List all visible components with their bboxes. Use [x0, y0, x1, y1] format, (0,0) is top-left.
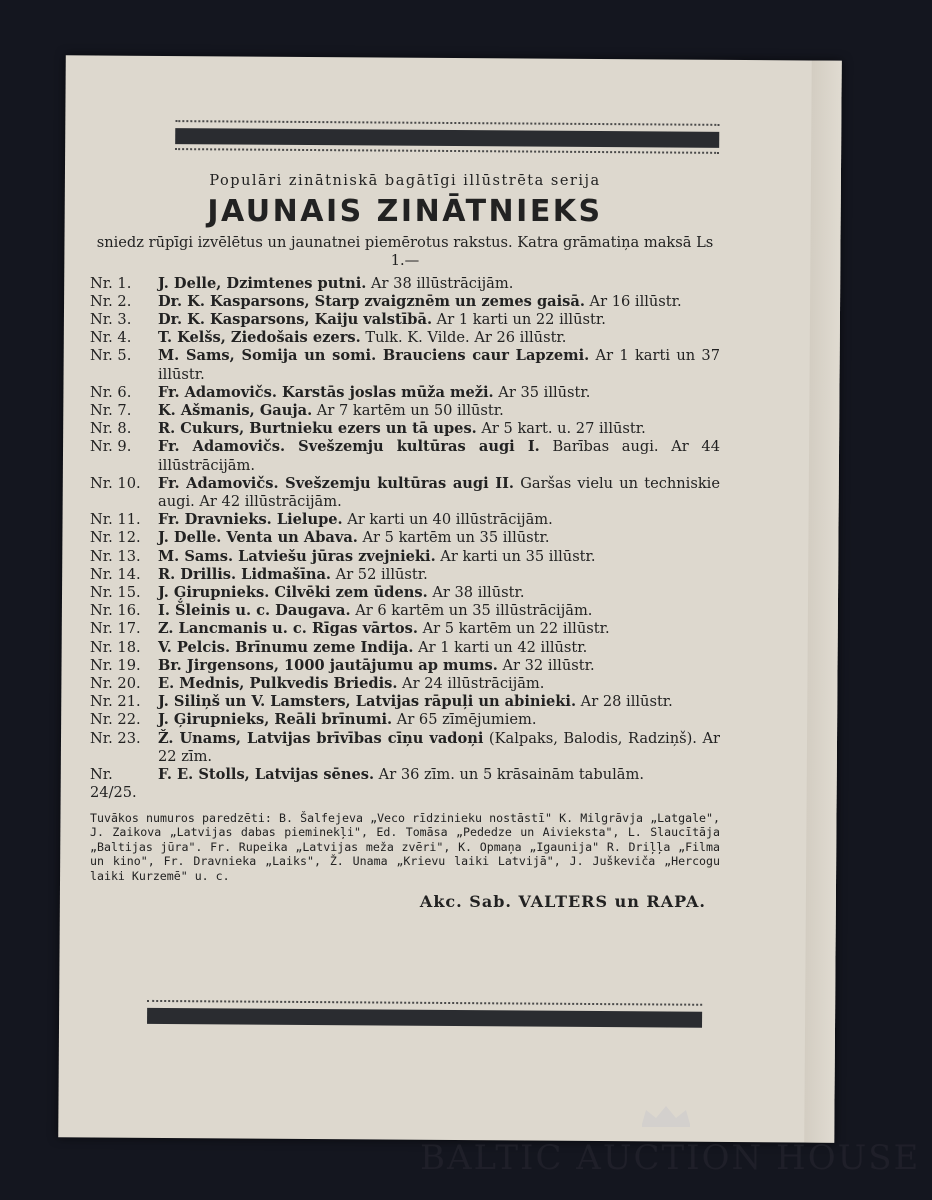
entry-text — [158, 402, 720, 420]
entry-number: Nr. 3. — [90, 311, 132, 329]
entry-title: Fr. Adamovičs. Svešzemju kultūras augi II. — [158, 474, 515, 492]
entry-text — [158, 657, 720, 675]
entry-details: Ar 38 illūstrācijām. — [366, 274, 514, 292]
entry-details: Barības augi. Ar 44 illūstrācijām. — [158, 438, 720, 474]
list-item — [90, 420, 720, 438]
list-item — [90, 438, 720, 474]
entry-details: Ar 24 illūstrācijām. — [397, 675, 545, 693]
list-item — [90, 711, 720, 729]
list-item — [90, 402, 720, 420]
entry-number: Nr. 2. — [90, 292, 132, 310]
series-title: JAUNAIS ZINĀTNIEKS — [207, 194, 603, 230]
entry-title: R. Drillis. Lidmašīna. — [158, 565, 332, 583]
entry-number: Nr. 20. — [90, 675, 141, 693]
entry-text — [158, 584, 720, 602]
list-item — [90, 675, 720, 693]
entry-title: Dr. K. Kasparsons, Kaiju valstībā. — [158, 311, 433, 329]
entry-title: J. Delle. Venta un Abava. — [158, 529, 358, 547]
entry-title: Ž. Unams, Latvijas brīvības cīņu vadoņi — [158, 729, 484, 747]
list-item — [90, 275, 720, 293]
list-item — [90, 384, 720, 402]
entry-title: V. Pelcis. Brīnumu zeme Indija. — [158, 638, 414, 656]
entry-title: R. Cukurs, Burtnieku ezers un tā upes. — [158, 420, 477, 438]
entry-number: Nr. 24/25. — [90, 766, 137, 802]
entry-text — [158, 311, 720, 329]
entry-details: Ar 1 karti un 37 illūstr. — [158, 347, 720, 383]
entry-number: Nr. 13. — [90, 547, 141, 565]
list-item — [90, 566, 720, 584]
entry-title: Z. Lancmanis u. c. Rīgas vārtos. — [158, 620, 418, 638]
entry-text — [158, 730, 720, 766]
entry-text — [158, 711, 720, 729]
entry-details: Ar 65 zīmējumiem. — [392, 711, 537, 729]
entry-text — [158, 639, 720, 657]
entry-details: Ar 38 illūstr. — [427, 584, 525, 602]
entry-title: Fr. Adamovičs. Karstās joslas mūža meži. — [158, 383, 494, 401]
entry-title: M. Sams, Somija un somi. Brauciens caur Lapzemi. — [158, 347, 590, 365]
series-listing — [90, 172, 720, 911]
entry-details: Ar 5 kart. u. 27 illūstr. — [476, 420, 646, 438]
entry-number: Nr. 17. — [90, 620, 141, 638]
entry-number: Nr. 10. — [90, 474, 141, 492]
series-intro: Populāri zinātniskā bagātīgi illūstrēta serija — [209, 173, 601, 189]
entry-text — [158, 293, 720, 311]
top-dotted-line — [175, 120, 719, 126]
entry-details: Ar 32 illūstr. — [497, 656, 595, 674]
entry-title: Br. Jirgensons, 1000 jautājumu ap mums. — [158, 656, 498, 674]
entry-title: T. Kelšs, Ziedošais ezers. — [158, 329, 361, 347]
entry-text — [158, 384, 720, 402]
entry-number: Nr. 22. — [90, 711, 141, 729]
entry-title: K. Ašmanis, Gauja. — [158, 402, 313, 420]
entry-number: Nr. 15. — [90, 584, 141, 602]
list-item — [90, 293, 720, 311]
list-item — [90, 475, 720, 511]
list-item — [90, 639, 720, 657]
entry-text — [158, 766, 720, 802]
entry-text — [158, 438, 720, 474]
entry-text — [158, 511, 720, 529]
entry-details: Ar 36 zīm. un 5 krāsainām tabulām. — [374, 766, 644, 784]
top-dotted-line-2 — [175, 148, 719, 154]
entry-number: Nr. 6. — [90, 383, 132, 401]
list-item — [90, 511, 720, 529]
list-item — [90, 329, 720, 347]
entry-details: Ar 28 illūstr. — [576, 693, 673, 711]
entry-text — [158, 602, 720, 620]
entry-number: Nr. 11. — [90, 511, 141, 529]
entry-number: Nr. 19. — [90, 656, 141, 674]
list-item — [90, 602, 720, 620]
list-item — [90, 347, 720, 383]
entry-number: Nr. 18. — [90, 638, 141, 656]
entry-number: Nr. 7. — [90, 402, 132, 420]
entry-title: E. Mednis, Pulkvedis Briedis. — [158, 675, 398, 693]
entry-details: Ar 1 karti un 22 illūstr. — [432, 311, 606, 329]
entry-number: Nr. 21. — [90, 693, 141, 711]
entry-title: Fr. Dravnieks. Lielupe. — [158, 511, 343, 529]
entry-title: Dr. K. Kasparsons, Starp zvaigznēm un zemes gaisā. — [158, 292, 585, 310]
series-description: sniedz rūpīgi izvēlētus un jaunatnei piemērotus rakstus. Katra grāmatiņa maksā Ls 1.— — [96, 234, 714, 270]
entry-title: J. Ģirupnieks. Cilvēki zem ūdens. — [158, 584, 428, 602]
watermark-text: BALTIC AUCTION HOUSE — [420, 1138, 921, 1178]
entry-text — [158, 548, 720, 566]
entry-details: Ar 5 kartēm un 35 illūstr. — [357, 529, 550, 547]
entry-number: Nr. 23. — [90, 729, 141, 747]
entry-text — [158, 329, 720, 347]
entry-title: J. Siliņš un V. Lamsters, Latvijas rāpuļi un abinieki. — [158, 693, 577, 711]
entry-details: Ar 6 kartēm un 35 illūstrācijām. — [350, 602, 593, 620]
entry-number: Nr. 1. — [90, 274, 132, 292]
entry-text — [158, 347, 720, 383]
entry-details: Ar 5 kartēm un 22 illūstr. — [417, 620, 610, 638]
entry-text — [158, 693, 720, 711]
entry-title: I. Šleinis u. c. Daugava. — [158, 602, 351, 620]
list-item — [90, 584, 720, 602]
entry-details: Tulk. K. Vilde. Ar 26 illūstr. — [360, 329, 567, 347]
entry-number: Nr. 16. — [90, 602, 141, 620]
list-item — [90, 657, 720, 675]
entry-details: Ar 35 illūstr. — [493, 383, 591, 401]
entry-details: Garšas vielu un techniskie augi. Ar 42 illūstrācijām. — [158, 474, 720, 511]
entry-number: Nr. 12. — [90, 529, 141, 547]
entry-number: Nr. 4. — [90, 329, 132, 347]
entry-details: Ar 1 karti un 42 illūstr. — [413, 638, 588, 656]
list-item — [90, 548, 720, 566]
bottom-dotted-line — [147, 1000, 702, 1006]
list-item — [90, 529, 720, 547]
top-rule — [175, 128, 719, 148]
publisher: Akc. Sab. VALTERS un RAPA. — [419, 892, 706, 911]
entries-list — [90, 275, 720, 803]
entry-title: M. Sams. Latviešu jūras zvejnieki. — [158, 547, 436, 565]
crown-logo-icon — [638, 1104, 694, 1128]
entry-details: Ar 7 kartēm un 50 illūstr. — [312, 402, 504, 420]
entry-number: Nr. 5. — [90, 347, 132, 365]
list-item — [90, 693, 720, 711]
list-item — [90, 730, 720, 766]
entry-text — [158, 275, 720, 293]
list-item — [90, 620, 720, 638]
entry-details: Ar 52 illūstr. — [331, 565, 428, 583]
entry-details: Ar 16 illūstr. — [584, 292, 682, 310]
entry-title: F. E. Stolls, Latvijas sēnes. — [158, 766, 375, 784]
entry-number: Nr. 14. — [90, 565, 141, 583]
upcoming-note: Tuvākos numuros paredzēti: B. Šalfejeva „Veco rīdzinieku nostāstī" K. Milgrāvja „Latgale", J. Zaikova „Latvijas dabas pieminekļi", Ed. Tomāsa „Pededze un Aiviekstа", L. Slaucītāja „Baltijas jūra". Fr. Rupeika „Latvijas meža zvēri", K. Opmaņa „Igaunija" R. Driļļa „Filma un kino", Fr. Dravnieka „Laiks", Ž. Unama „Krievu laiki Latvijā", J. Juškeviča „Hercogu laiki Kurzemē" u. c. — [90, 810, 720, 883]
entry-text — [158, 675, 720, 693]
bottom-rule — [147, 1008, 702, 1028]
entry-title: Fr. Adamovičs. Svešzemju kultūras augi I. — [158, 438, 540, 456]
entry-details: Ar karti un 35 illūstr. — [435, 547, 596, 565]
entry-title: J. Ģirupnieks, Reāli brīnumi. — [158, 711, 393, 729]
page-edge — [804, 61, 842, 1143]
entry-details: Ar karti un 40 illūstrācijām. — [342, 511, 553, 529]
list-item — [90, 311, 720, 329]
entry-text — [158, 566, 720, 584]
entry-details: (Kalpaks, Balodis, Radziņš). Ar 22 zīm. — [158, 729, 720, 765]
entry-number: Nr. 8. — [90, 420, 132, 438]
entry-text — [158, 420, 720, 438]
list-item — [90, 766, 720, 802]
entry-text — [158, 475, 720, 511]
entry-text — [158, 529, 720, 547]
entry-title: J. Delle, Dzimtenes putni. — [158, 274, 367, 292]
entry-number: Nr. 9. — [90, 438, 132, 456]
entry-text — [158, 620, 720, 638]
